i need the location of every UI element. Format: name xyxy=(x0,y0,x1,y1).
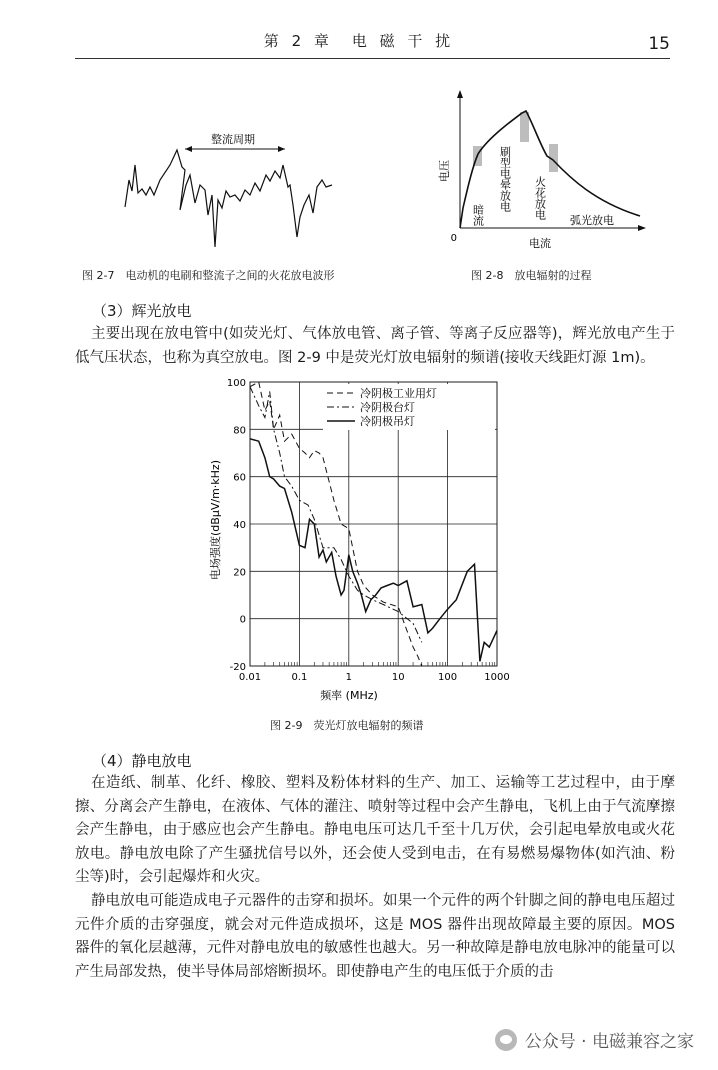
label-brush-corona: 刷型电晕放电 xyxy=(498,146,512,212)
figure-2-7-caption: 图 2-7 电动机的电刷和整流子之间的火花放电波形 xyxy=(82,269,335,282)
x-tick-label: 0.1 xyxy=(291,672,308,683)
section-3-paragraph: 主要出现在放电管中(如荧光灯、气体放电管、离子管、等离子反应器等)，辉光放电产生于低气压状态，也称为真空放电。图 2-9 中是荧光灯放电辐射的频谱(接收天线距灯源 1m)。 xyxy=(75,326,675,366)
x-tick-label: 100 xyxy=(438,672,458,683)
y-axis-title: 电场强度(dBμV/m·kHz) xyxy=(209,460,222,580)
y-tick-label: 100 xyxy=(226,378,246,389)
label-spark: 火花放电 xyxy=(533,176,547,220)
figure-2-9-caption: 图 2-9 荧光灯放电辐射的频谱 xyxy=(270,719,424,732)
section-3-body xyxy=(75,323,675,370)
label-dark-current: 暗流 xyxy=(471,204,485,226)
x-axis-label: 电流 xyxy=(529,237,551,250)
page-number: 15 xyxy=(648,34,670,54)
y-axis-arrow xyxy=(457,90,463,98)
header-rule xyxy=(75,58,670,59)
x-tick-label: 10 xyxy=(391,672,405,683)
y-tick-label: 80 xyxy=(233,425,246,437)
y-tick-label: -20 xyxy=(229,662,246,673)
label-arc: 弧光放电 xyxy=(570,214,614,227)
y-tick-label: 20 xyxy=(233,567,246,579)
x-tick-label: 1000 xyxy=(484,672,510,683)
legend-label-3: 冷阴极吊灯 xyxy=(360,415,415,428)
watermark-text: 公众号 · 电磁兼容之家 xyxy=(524,1032,694,1052)
figure-2-8-caption: 图 2-8 放电辐射的过程 xyxy=(471,269,592,282)
arrow-left-head xyxy=(185,146,192,152)
watermark xyxy=(495,1027,694,1052)
x-axis-arrow xyxy=(638,225,646,231)
x-axis-title: 频率 (MHz) xyxy=(320,689,378,702)
figure-2-7 xyxy=(120,125,345,255)
arrow-right-head xyxy=(278,146,285,152)
series-line-3 xyxy=(250,439,497,662)
legend-label-1: 冷阴极工业用灯 xyxy=(360,387,437,400)
x-tick-label: 1 xyxy=(345,672,352,683)
period-label: 整流周期 xyxy=(211,133,255,146)
y-tick-label: 40 xyxy=(233,520,246,531)
y-axis-label: 电压 xyxy=(438,160,451,182)
x-tick-label: 0.01 xyxy=(238,672,262,683)
figure-2-9-chart xyxy=(195,372,525,707)
origin-label: 0 xyxy=(450,233,457,244)
section-4-body xyxy=(75,772,675,984)
section-3-title: （3）辉光放电 xyxy=(92,302,192,320)
y-tick-label: 0 xyxy=(239,614,246,626)
section-4-paragraph-1: 在造纸、制革、化纤、橡胶、塑料及粉体材料的生产、加工、运输等工艺过程中，由于摩擦、分离会产生静电，在液体、气体的灌注、喷射等过程中会产生静电，飞机上由于气流摩擦会产生静电，由于感应也会产生静电。静电电压可达几千至十几万伏，会引起电晕放电或火花放电。静电放电除了产生骚扰信号以外，还会使人受到电击，在有易燃易爆物体(如汽油、粉尘等)时，会引起爆炸和火灾。 xyxy=(75,775,675,886)
spark-waveform xyxy=(125,150,332,247)
chapter-header: 第 2 章 电 磁 干 扰 xyxy=(263,32,455,50)
section-4-title: （4）静电放电 xyxy=(92,752,192,770)
section-4-paragraph-2: 静电放电可能造成电子元器件的击穿和损坏。如果一个元件的两个针脚之间的静电电压超过元件介质的击穿强度，就会对元件造成损坏，这是 MOS 器件出现故障最主要的原因。MOS 器件的氧化层越薄，元件对静电放电的敏感性也越大。另一种故障是静电放电脉冲的能量可以产生局部发热，使半导体局部熔断损坏。即使静电产生的电压低于介质的击 xyxy=(75,892,675,980)
brush-corona-band xyxy=(520,112,529,142)
figure-2-8 xyxy=(430,86,655,261)
y-tick-label: 60 xyxy=(233,472,246,484)
legend-label-2: 冷阴极台灯 xyxy=(360,401,415,414)
wechat-icon xyxy=(495,1029,517,1051)
